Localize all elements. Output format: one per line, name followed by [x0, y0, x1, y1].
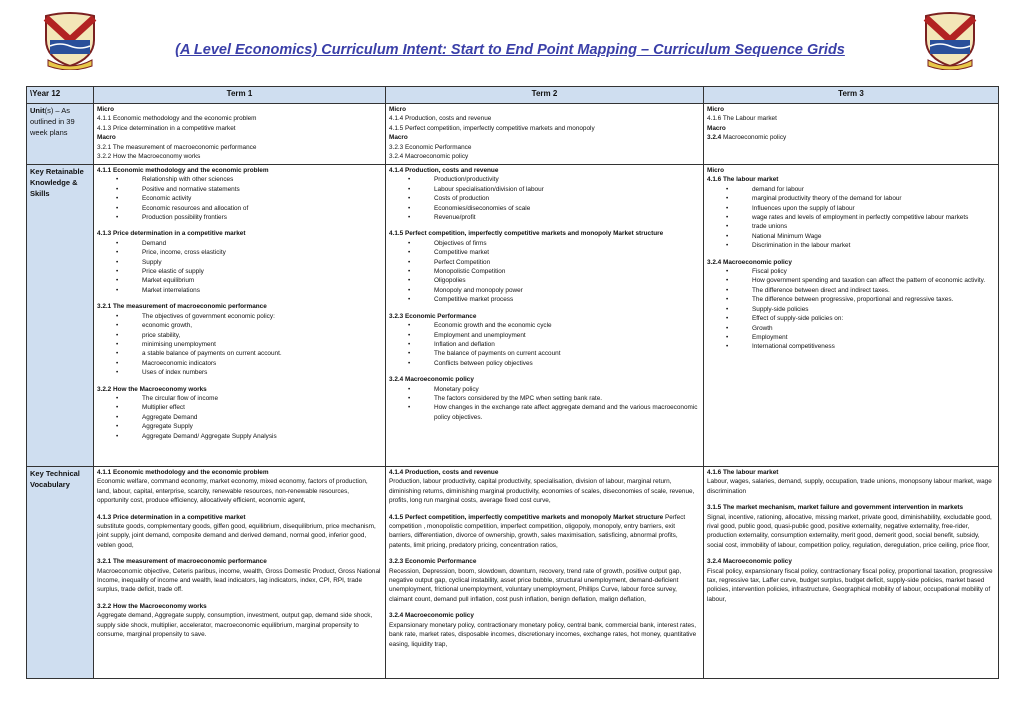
knowledge-item: • Growth: [752, 324, 995, 333]
knowledge-block: [389, 312, 700, 368]
knowledge-row: [27, 165, 999, 467]
school-crest-right-icon: [920, 10, 980, 70]
vocab-heading-line: [707, 468, 995, 477]
vocab-term-1: [94, 467, 386, 679]
knowledge-block: [707, 258, 995, 352]
knowledge-item: • The balance of payments on current account: [434, 349, 700, 358]
knowledge-item: • Inflation and deflation: [434, 340, 700, 349]
units-line: Macro: [97, 134, 116, 142]
knowledge-item: • Conflicts between policy objectives: [434, 359, 700, 368]
knowledge-heading: 4.1.5 Perfect competition, imperfectly competitive markets and monopoly Market structure: [389, 230, 664, 238]
vocab-block: [389, 513, 700, 551]
knowledge-list: [707, 267, 995, 352]
knowledge-item: • Employment and unemployment: [434, 331, 700, 340]
knowledge-item: • Aggregate Supply: [142, 422, 382, 431]
units-line: 3.2.1 The measurement of macroeconomic performance: [97, 143, 257, 151]
knowledge-item: • National Minimum Wage: [752, 232, 995, 241]
vocab-block: [97, 602, 382, 640]
term-1-header: Term 1: [94, 87, 386, 104]
knowledge-item: • Demand: [142, 239, 382, 248]
vocab-heading: 3.2.4 Macroeconomic policy: [389, 612, 474, 620]
units-line: Macro: [389, 134, 408, 142]
knowledge-item: • Economies/diseconomies of scale: [434, 204, 700, 213]
vocab-block: [389, 557, 700, 604]
vocab-text: Labour, wages, salaries, demand, supply, occupation, trade unions, monopsony labour market, wage discrimination: [707, 478, 992, 495]
knowledge-item: • The difference between direct and indirect taxes.: [752, 286, 995, 295]
knowledge-list: [97, 394, 382, 441]
vocab-heading-line: [97, 513, 382, 522]
vocab-block: [97, 513, 382, 551]
header-row: [27, 87, 999, 104]
term-2-header: Term 2: [386, 87, 704, 104]
vocab-text: Aggregate demand, Aggregate supply, consumption, investment, output gap, demand side shock, supply side shock, multiplier, accelerator, macroeconomic equilibrium, marginal propensity to consume, marginal propensity to save.: [97, 612, 373, 639]
units-line: 4.1.1 Economic methodology and the economic problem: [97, 115, 257, 123]
knowledge-list: [389, 385, 700, 423]
vocab-row: [27, 467, 999, 679]
knowledge-item: • Employment: [752, 333, 995, 342]
knowledge-item: • Labour specialisation/division of labour: [434, 185, 700, 194]
knowledge-list: [389, 175, 700, 222]
knowledge-heading: Micro 4.1.6 The labour market: [707, 167, 779, 184]
knowledge-item: • Supply-side policies: [752, 305, 995, 314]
vocab-heading-line: [389, 513, 700, 522]
knowledge-list: [389, 321, 700, 368]
knowledge-block: [97, 229, 382, 295]
vocab-block: [97, 468, 382, 506]
vocab-heading: 4.1.1 Economic methodology and the economic problem: [97, 469, 269, 476]
vocab-term-2: [386, 467, 704, 679]
units-term-1: [94, 104, 386, 165]
vocab-text: Production, labour productivity, capital productivity, specialisation, division of labour, marginal return, diminishing returns, diminishing marginal productivity, economies of scales, diseconomies of scale, revenue, profits, long run marginal costs, average fixed cost curve,: [389, 478, 695, 505]
units-line: 4.1.5 Perfect competition, imperfectly competitive markets and monopoly: [389, 124, 595, 132]
knowledge-item: • How government spending and taxation can affect the pattern of economic activity.: [752, 276, 995, 285]
knowledge-item: • The objectives of government economic policy:: [142, 312, 382, 321]
vocab-heading: 3.2.4 Macroeconomic policy: [707, 558, 792, 566]
vocab-text: substitute goods, complementary goods, giffen good, equilibrium, disequilibrium, price mechanism, joint supply, joint demand, composite demand and derived demand, normal good, inferior good, veblen good,: [97, 523, 376, 549]
knowledge-item: • wage rates and levels of employment in perfectly competitive labour markets: [752, 213, 995, 222]
units-line: 3.2.3 Economic Performance: [389, 143, 472, 151]
vocab-heading-line: [97, 557, 382, 566]
units-row: [27, 104, 999, 165]
knowledge-item: • Uses of index numbers: [142, 368, 382, 377]
knowledge-term-3: [704, 165, 999, 467]
knowledge-heading: 4.1.3 Price determination in a competitive market: [97, 230, 246, 238]
vocab-text: Recession, Depression, boom, slowdown, downturn, recovery, trend rate of growth, positive output gap, negative output gap, cyclical instability, asset price bubble, structural unemployment, demand-deficient unemployment, frictional unemployment, voluntary unemployment, Phillips Curve, labour force survey, claimant count, demand pull inflation, cost push inflation, benign deflation, malign deflation,: [389, 567, 682, 603]
vocab-heading-line: [97, 602, 382, 611]
knowledge-term-2: [386, 165, 704, 467]
units-line: 4.1.6 The Labour market: [707, 115, 777, 123]
curriculum-grid: [26, 86, 999, 679]
knowledge-item: • Price, income, cross elasticity: [142, 248, 382, 257]
units-label: Unit(s) – As outlined in 39 week plans: [27, 104, 94, 165]
knowledge-heading: 3.2.1 The measurement of macroeconomic performance: [97, 303, 267, 311]
knowledge-item: • Economic growth and the economic cycle: [434, 321, 700, 330]
units-line: 3.2.2 How the Macroeconomy works: [97, 153, 201, 161]
knowledge-item: • Fiscal policy: [752, 267, 995, 276]
knowledge-block: [389, 166, 700, 222]
knowledge-item: • Macroeconomic indicators: [142, 359, 382, 368]
knowledge-term-1: [94, 165, 386, 467]
knowledge-item: • Objectives of firms: [434, 239, 700, 248]
knowledge-block: [97, 385, 382, 441]
vocab-term-3: [704, 467, 999, 679]
page-title: (A Level Economics) Curriculum Intent: Start to End Point Mapping – Curriculum Sequence Grids: [175, 42, 845, 58]
knowledge-item: • Production/productivity: [434, 175, 700, 184]
knowledge-item: • How changes in the exchange rate affect aggregate demand and the various macroeconomic policy objectives.: [434, 403, 700, 422]
vocab-heading: 4.1.5 Perfect competition, imperfectly competitive markets and monopoly Market structure: [389, 513, 664, 521]
vocab-text: Expansionary monetary policy, contractionary monetary policy, central bank, commercial bank, interest rates, bank rate, market rates, disposable incomes, discretionary incomes, exchange rates, hot money, quantitative easing, liquidity trap,: [389, 621, 697, 648]
knowledge-list: [97, 239, 382, 295]
knowledge-item: • Economic activity: [142, 194, 382, 203]
knowledge-block: [97, 302, 382, 377]
knowledge-heading: 4.1.1 Economic methodology and the economic problem: [97, 167, 269, 174]
knowledge-heading: 3.2.3 Economic Performance: [389, 312, 477, 320]
knowledge-item: • Production possibility frontiers: [142, 213, 382, 222]
term-3-header: Term 3: [704, 87, 999, 104]
knowledge-block: [389, 229, 700, 304]
school-crest-left-icon: [40, 10, 100, 70]
knowledge-item: • marginal productivity theory of the demand for labour: [752, 194, 995, 203]
units-term-3: [704, 104, 999, 165]
knowledge-item: • Market equilibrium: [142, 276, 382, 285]
knowledge-list: [707, 185, 995, 251]
units-term-2: [386, 104, 704, 165]
vocab-heading-line: [389, 557, 700, 566]
vocab-heading-line: [707, 557, 995, 566]
knowledge-item: • Competitive market: [434, 248, 700, 257]
knowledge-item: • Discrimination in the labour market: [752, 241, 995, 250]
vocab-heading-line: [707, 503, 995, 512]
vocab-heading: 3.2.3 Economic Performance: [389, 558, 477, 566]
units-line: 3.2.4 Macroeconomic policy: [707, 134, 787, 142]
knowledge-list: [97, 175, 382, 222]
knowledge-item: • Oligopolies: [434, 276, 700, 285]
vocab-block: [707, 503, 995, 550]
knowledge-heading: 4.1.4 Production, costs and revenue: [389, 167, 499, 174]
vocab-heading: 4.1.3 Price determination in a competitive market: [97, 513, 246, 521]
knowledge-item: • Revenue/profit: [434, 213, 700, 222]
knowledge-item: • International competitiveness: [752, 342, 995, 351]
knowledge-heading: 3.2.2 How the Macroeconomy works: [97, 385, 207, 393]
vocab-heading: 4.1.6 The labour market: [707, 469, 779, 476]
vocab-heading-line: [97, 468, 382, 477]
year-header: \Year 12: [27, 87, 94, 104]
knowledge-item: • Aggregate Demand/ Aggregate Supply Analysis: [142, 432, 382, 441]
knowledge-item: • Monetary policy: [434, 385, 700, 394]
knowledge-item: • Competitive market process: [434, 295, 700, 304]
vocab-heading-line: [389, 611, 700, 620]
units-line: 4.1.3 Price determination in a competitive market: [97, 124, 236, 132]
knowledge-block: [389, 375, 700, 422]
knowledge-block: [707, 166, 995, 251]
vocab-text: Signal, incentive, rationing, allocative, missing market, private good, diminishability, excludable good, rival good, public good, quasi-public good, positive externality, negative externality, free-rider, production externality, consumption externality, merit good, demerit good, social benefit, subsidy, social cost, immobility of labour, competition policy, regulation, deregulation, price ceiling, price floor,: [707, 513, 992, 549]
units-line: 3.2.4 Macroeconomic policy: [389, 153, 469, 161]
knowledge-heading: 3.2.4 Macroeconomic policy: [389, 376, 474, 384]
units-line: Macro: [707, 124, 726, 132]
knowledge-item: • The circular flow of income: [142, 394, 382, 403]
knowledge-item: • economic growth,: [142, 321, 382, 330]
knowledge-list: [97, 312, 382, 378]
knowledge-list: [389, 239, 700, 305]
knowledge-heading: 3.2.4 Macroeconomic policy: [707, 258, 792, 266]
vocab-heading: 4.1.4 Production, costs and revenue: [389, 469, 499, 476]
knowledge-item: • trade unions: [752, 222, 995, 231]
knowledge-item: • Supply: [142, 258, 382, 267]
vocab-heading-line: [389, 468, 700, 477]
knowledge-item: • a stable balance of payments on current account.: [142, 349, 382, 358]
vocab-text: Economic welfare, command economy, market economy, mixed economy, factors of production, land, labour, capital, enterprise, scarcity, renewable resources, non-renewable resources, opportunity cost, produce efficiency, allocatively efficient, economic agent,: [97, 478, 368, 505]
vocab-heading-tail: Perfect: [663, 513, 686, 521]
knowledge-item: • Economic resources and allocation of: [142, 204, 382, 213]
vocab-text: Macroeconomic objective, Ceteris paribus, income, wealth, Gross Domestic Product, Gross National Income, inequality of income and wealth, lead indicators, lag indicators, index, CPI, RPI, trade surplus, trade deficit, trade off.: [97, 567, 381, 594]
vocab-heading: 3.2.1 The measurement of macroeconomic performance: [97, 558, 267, 566]
units-line: Micro: [707, 106, 725, 113]
vocab-heading: 3.2.2 How the Macroeconomy works: [97, 602, 207, 610]
knowledge-item: • Monopolistic Competition: [434, 267, 700, 276]
knowledge-item: • The factors considered by the MPC when setting bank rate.: [434, 394, 700, 403]
units-line: Micro: [97, 106, 115, 113]
vocab-label: Key Technical Vocabulary: [27, 467, 94, 679]
knowledge-item: • Market interrelations: [142, 286, 382, 295]
vocab-block: [97, 557, 382, 595]
vocab-block: [389, 468, 700, 506]
knowledge-item: • minimising unemployment: [142, 340, 382, 349]
knowledge-item: • Aggregate Demand: [142, 413, 382, 422]
knowledge-item: • price stability,: [142, 331, 382, 340]
knowledge-label: Key Retainable Knowledge & Skills: [27, 165, 94, 467]
vocab-text: Fiscal policy, expansionary fiscal policy, contractionary fiscal policy, proportional taxation, progressive tax, regressive tax, Laffer curve, budget surplus, budget deficit, supply-side policies, market based policies, intervention policies, infrastructure, Geographical mobility of labour, occupational mobility of labour,: [707, 567, 993, 603]
knowledge-item: • demand for labour: [752, 185, 995, 194]
vocab-block: [389, 611, 700, 649]
vocab-block: [707, 557, 995, 604]
units-line: Micro: [389, 106, 407, 113]
knowledge-item: • The difference between progressive, proportional and regressive taxes.: [752, 295, 995, 304]
knowledge-item: • Monopoly and monopoly power: [434, 286, 700, 295]
vocab-text: competition , monopolistic competition, imperfect competition, oligopoly, monopoly, entry barriers, exit barriers, differentiation, divorce of ownership, growth, sales maximisation, satisficing, abnormal profits, patents, limit pricing, predatory pricing, concentration ratios,: [389, 523, 678, 549]
knowledge-item: • Relationship with other sciences: [142, 175, 382, 184]
knowledge-item: • Influences upon the supply of labour: [752, 204, 995, 213]
knowledge-item: • Multiplier effect: [142, 403, 382, 412]
knowledge-item: • Perfect Competition: [434, 258, 700, 267]
units-line: 4.1.4 Production, costs and revenue: [389, 115, 492, 123]
knowledge-item: • Positive and normative statements: [142, 185, 382, 194]
knowledge-item: • Costs of production: [434, 194, 700, 203]
knowledge-block: [97, 166, 382, 222]
knowledge-item: • Price elastic of supply: [142, 267, 382, 276]
vocab-heading: 3.1.5 The market mechanism, market failure and government intervention in markets: [707, 504, 964, 512]
knowledge-item: • Effect of supply-side policies on:: [752, 314, 995, 323]
vocab-block: [707, 468, 995, 496]
